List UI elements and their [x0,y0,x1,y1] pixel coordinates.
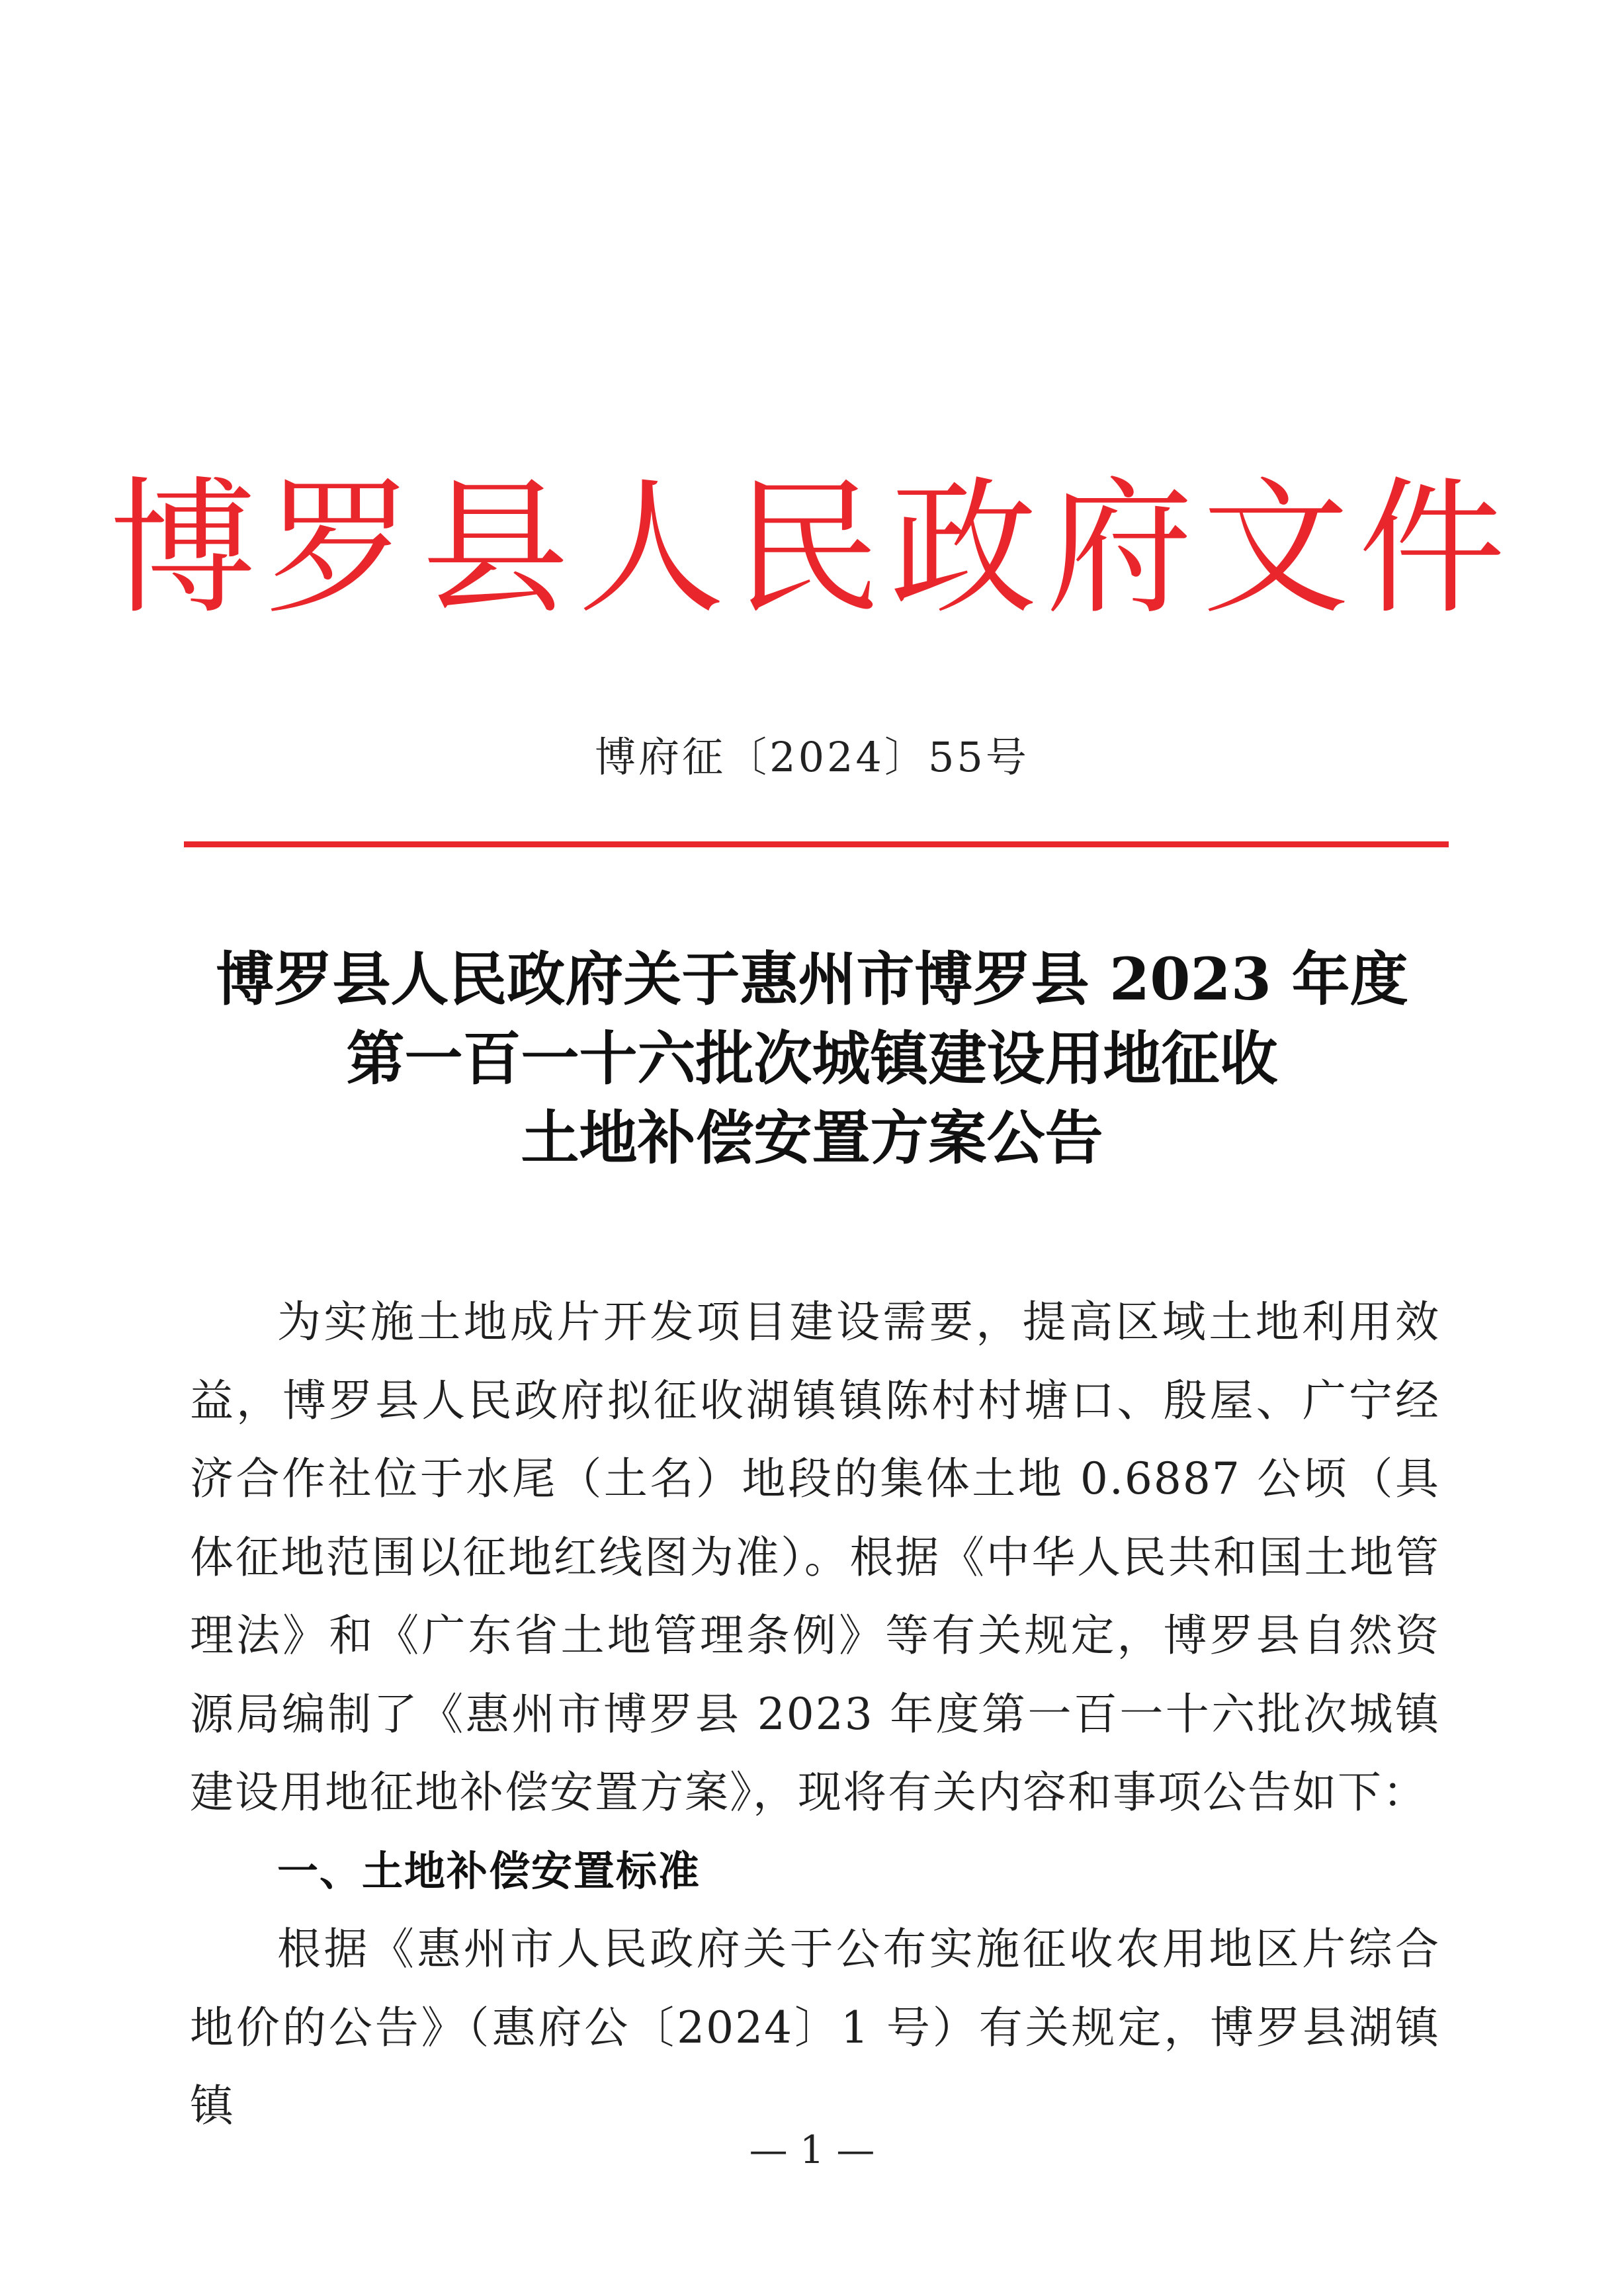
announcement-title-line-3: 土地补偿安置方案公告 [521,1103,1103,1172]
issuing-authority-header: 博罗县人民政府文件 [109,464,1515,634]
intro-paragraph: 为实施土地成片开发项目建设需要，提高区域土地利用效益，博罗县人民政府拟征收湖镇镇陈村村塘口、殷屋、广宁经济合作社位于水尾（土名）地段的集体土地 0.6887 公顷（具体征地范围以征地红线图为准）。根据《中华人民共和国土地管理法》和《广东省土地管理条例》等有关规定，博罗县自然资源局编制了《惠州市博罗县 2023 年度第一百一十六批次城镇建设用地征地补偿安置方案》，现将有关内容和事项公告如下： [190,1296,1440,1818]
announcement-title-line-2: 第一百一十六批次城镇建设用地征收 [346,1024,1278,1093]
document-number: 博府征〔2024〕55号 [595,733,1029,781]
announcement-title-line-1: 博罗县人民政府关于惠州市博罗县 2023 年度 [216,945,1408,1013]
section-1-paragraph: 根据《惠州市人民政府关于公布实施征收农用地区片综合地价的公告》（惠府公〔2024〕1 号）有关规定，博罗县湖镇镇 [190,1924,1440,2131]
red-divider-line [184,841,1449,847]
announcement-body [190,1283,1440,2146]
page-number: — 1 — [749,2127,875,2172]
section-heading-compensation-standard: 一、土地补偿安置标准 [277,1846,701,1895]
announcement-title [0,939,1624,1177]
